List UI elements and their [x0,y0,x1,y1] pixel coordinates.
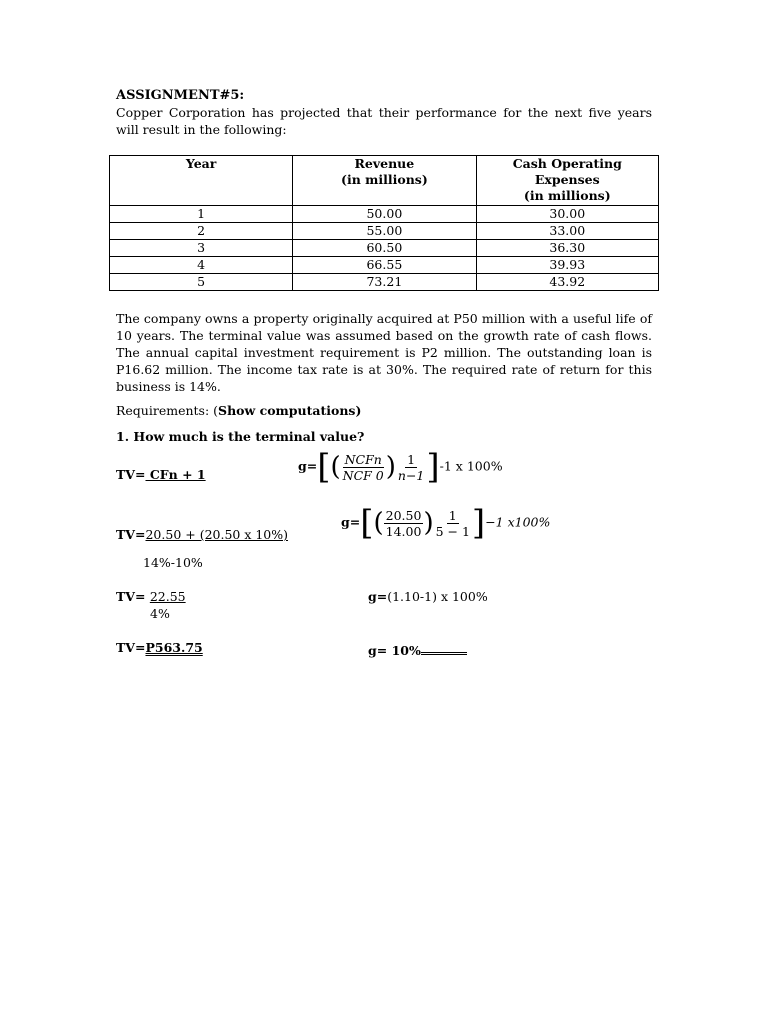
header-year: Year [110,156,293,206]
table-row [110,206,659,223]
cell-expenses: 30.00 [476,206,658,223]
answer-underline [421,640,467,655]
header-expenses: Cash Operating Expenses (in millions) [476,156,658,206]
table-row [110,274,659,291]
growth-simplified: g=(1.10-1) x 100% [368,589,488,604]
cell-revenue: 50.00 [293,206,476,223]
cell-revenue: 55.00 [293,223,476,240]
table-row [110,240,659,257]
tv-substitution-denominator: 14%-10% [143,555,203,570]
projection-table [109,155,659,291]
case-paragraph: The company owns a property originally acquired at P50 million with a useful life of 10 years. The terminal value was assumed based on the growth rate of cash flows. The annual capital investment requirement is P2 million. The outstanding loan is P16.62 million. The income tax rate is at 30%. The required rate of return for this business is 14%. [116,311,652,394]
cell-expenses: 43.92 [476,274,658,291]
tv-formula: TV= CFn + 1 [116,467,206,482]
cell-revenue: 73.21 [293,274,476,291]
cell-expenses: 36.30 [476,240,658,257]
cell-year: 4 [110,257,293,274]
cell-year: 5 [110,274,293,291]
header-revenue: Revenue (in millions) [293,156,476,206]
cell-revenue: 60.50 [293,240,476,257]
table-header-row [110,156,659,206]
table-row [110,223,659,240]
question-1: 1. How much is the terminal value? [116,429,365,444]
intro-text: Copper Corporation has projected that their performance for the next five years will result in the following: [116,105,652,137]
growth-substitution: g=[( $\frac{20.50}{14.00}$ ) $\frac{1}{5 - 1}$ ]−1 x100% [341,503,551,543]
growth-formula: g=[( $\frac{\text{NCFn}}{\text{NCF 0}}$ ) $\frac{1}{n-1}$ ]-1 x 100% [298,447,503,487]
tv-division-denominator: 4% [150,606,170,621]
cell-year: 2 [110,223,293,240]
cell-revenue: 66.55 [293,257,476,274]
tv-substitution: TV=20.50 + (20.50 x 10%) [116,527,289,542]
growth-result: g= 10% [368,640,467,658]
table-row [110,257,659,274]
cell-expenses: 33.00 [476,223,658,240]
tv-result: TV=P563.75 [116,640,203,655]
cell-year: 1 [110,206,293,223]
requirements-line: Requirements: (Show computations) [116,403,362,418]
tv-division: TV= 22.55 [116,589,186,604]
cell-year: 3 [110,240,293,257]
cell-expenses: 39.93 [476,257,658,274]
assignment-title: ASSIGNMENT#5: [116,88,245,103]
